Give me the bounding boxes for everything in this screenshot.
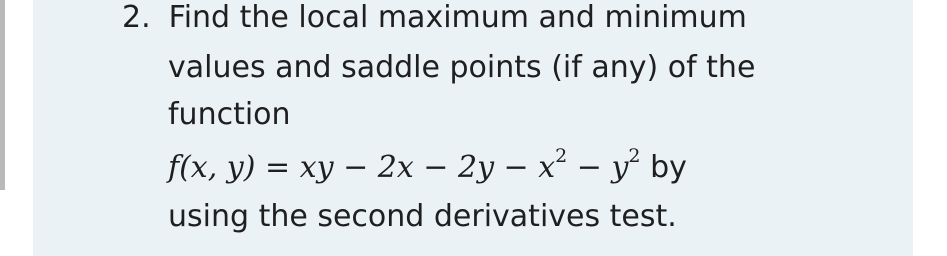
formula xyxy=(168,145,641,185)
formula-tail: by xyxy=(650,150,687,185)
formula-rhs-a: xy − 2x − 2y − x xyxy=(299,150,556,185)
formula-lhs: f(x, y) xyxy=(168,150,256,185)
question-line-2: values and saddle points (if any) of the xyxy=(168,50,756,85)
question-line-5: using the second derivatives test. xyxy=(168,199,677,234)
question-line-1 xyxy=(122,0,747,36)
question-number: 2. xyxy=(122,0,151,35)
left-border-bar xyxy=(0,0,5,190)
question-line-3: function xyxy=(168,97,291,132)
formula-exponent-1: 2 xyxy=(555,145,568,167)
formula-line xyxy=(168,145,687,186)
question-line-1-text: Find the local maximum and minimum xyxy=(168,0,747,35)
formula-equals: = xyxy=(265,150,291,185)
formula-rhs-b: − y xyxy=(567,150,629,185)
formula-exponent-2: 2 xyxy=(628,145,641,167)
